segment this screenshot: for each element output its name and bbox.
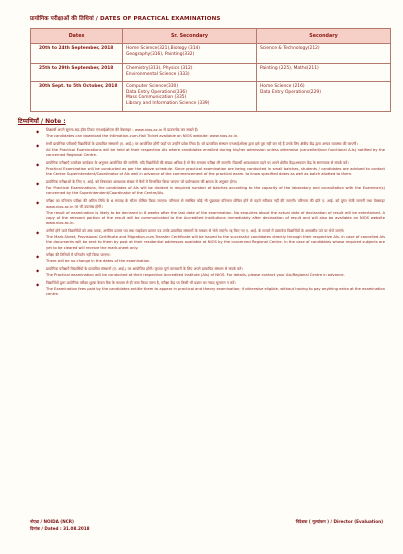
- note-english: The Examination fees paid by the candidates entitle them to appear in practical and theory examination; if otherwise eligible, without having to pay anything extra at the examination centre.: [46, 287, 385, 297]
- notes-heading: टिप्पणियाँ / Note :: [18, 118, 66, 125]
- row-dates: 30th Sept. to 5th October, 2018: [31, 82, 123, 112]
- note-hindi: प्रायोगिक परीक्षाओं के लिए ए. आई. को विषयवार आवश्यक संख्या में बैचों में विभाजित किया जाएगा जो प्रयोगशाला की क्षमता के अनुसार होगा।: [46, 180, 238, 185]
- subject-line: Data Entry Operations(336): [126, 89, 187, 95]
- row-sr-secondary: [123, 82, 257, 112]
- subject-line: Home Science(321),Biology (314): [126, 46, 200, 51]
- note-english: Practical Examination will be conducted as per the above schedule. Since practical examination are being conducted in small batches, students / candidates are advised to contact the Centre Superintendent/Coordinator of AIs well in advance of the commencement of the practical exam. to know specified dates as well as batch allotted to them.: [46, 167, 385, 177]
- bullet-icon: ◆: [36, 268, 40, 274]
- subject-line: Library and Information Science (339): [126, 100, 210, 106]
- notes-list: [18, 128, 385, 298]
- footer: [30, 519, 383, 532]
- subject-line: Data Entry Operations(229): [260, 89, 321, 95]
- table-row: [31, 44, 391, 64]
- note-hindi: विद्यार्थियों द्वारा प्रायोगिक परीक्षा शुल्क केवल बैंक के माध्यम से ही जमा किया जाना है, परीक्षा केंद्र पर किसी भी प्रकार का नकद भुगतान न करें।: [46, 281, 236, 286]
- bullet-icon: ◆: [36, 254, 40, 260]
- header-dates: Dates: [31, 29, 123, 44]
- subject-line: Science & Technology(212): [260, 46, 320, 51]
- note-english: The Practical examination will be conducted at their respective Accredited Institute (AIs) of NIOS. For details, please contact your AIs/Regional Centre in advance.: [46, 273, 345, 278]
- subject-line: Home Science (216): [260, 84, 305, 89]
- list-item: [18, 199, 385, 226]
- note-hindi: परीक्षा की तिथियों में परिवर्तन नहीं किया जाएगा।: [46, 253, 111, 258]
- header-sr-secondary: Sr. Secondary: [123, 29, 257, 44]
- header-secondary: Secondary: [257, 29, 391, 44]
- bullet-icon: ◆: [36, 181, 40, 187]
- list-item: [18, 128, 385, 139]
- footer-place: नोएडा / NOIDA (NCR): [30, 519, 74, 524]
- list-item: [18, 161, 385, 178]
- note-hindi: प्रायोगिक परीक्षाएँ विद्यार्थियों के प्रत्यायित संस्थानों (ए. आई.) पर आयोजित होंगी। कृपया पूर्ण जानकारी के लिए अपने प्रत्यायित संस्थान से संपर्क करें।: [46, 267, 243, 272]
- list-item: [18, 281, 385, 298]
- note-english: The result of examination is likely to be declared in 6 weeks after the last date of the examination. No enquiries about the actual date of declaration of result will be entertained. A copy of the relevant portion of the result will be communicated to the Accredited Institutions immediately after declaration of result and will also be available on NIOS website www.nios.ac.in.: [46, 210, 385, 226]
- subject-line: Mass Communication (335): [126, 95, 187, 100]
- table-row: [31, 64, 391, 82]
- note-english: The Mark-Sheet, Provisional Certificate and Migration-cum-Transfer Certificate will be issued to the successful candidates directly through their respective AIs. In case of cancelled AIs the documents will be sent to them by post at their residential addresses available at NIOS by the concerned Regional Centre. In the case of candidates whose required subjects are yet to be cleared will receive the mark-sheet only.: [46, 235, 385, 250]
- subject-line: Environmental Science (333): [126, 71, 190, 77]
- note-english: The candidates can download the Intimation-cum-Hall Ticket available on NIOS website: www.nios.ac.in.: [46, 134, 239, 139]
- subject-line: Computer Science(330): [126, 84, 179, 89]
- row-dates: 25th to 29th September, 2018: [31, 64, 123, 82]
- row-secondary: [257, 64, 391, 82]
- bullet-icon: ◆: [36, 282, 40, 288]
- schedule-table: [30, 28, 391, 112]
- row-secondary: [257, 82, 391, 112]
- footer-signatory: निदेशक ( मूल्यांकन ) / Director (Evaluation): [295, 519, 383, 524]
- table-row: [31, 82, 391, 112]
- bullet-icon: ◆: [36, 142, 40, 148]
- note-hindi: शिक्षार्थी अपने सूचना-सह-हॉल टिकट एनआईओएस की वेबसाइट : www.nios.ac.in से डाउनलोड कर सकते हैं।: [46, 128, 199, 132]
- note-hindi: सभी प्रायोगिक परीक्षाएँ विद्यार्थियों के प्रत्यायित संस्थानों (ए. आई.) पर आयोजित होंगी जहाँ पर उन्होंने प्रवेश लिया है। जो प्रत्यायित संस्थान एनआईओएस द्वारा इसे पूरा नहीं कर रहे हैं उनके लिए क्षेत्रीय केंद्र द्वारा अन्यत्र व्यवस्था की जाएगी।: [46, 141, 358, 146]
- note-hindi: प्रायोगिक परीक्षाएँ उपरोक्त कार्यक्रम के अनुसार आयोजित की जाएँगी। यदि विद्यार्थियों की संख्या अधिक है तो बैच बनाकर परीक्षा ली जाएगी। विद्यार्थी आवश्यकता पड़ने पर अपने क्षेत्रीय केंद्र/अध्ययन केंद्र के समन्वयक से संपर्क करें।: [46, 161, 349, 166]
- footer-date: दिनांक / Dated : 31.08.2018: [30, 525, 90, 531]
- list-item: [18, 253, 385, 264]
- list-item: [18, 267, 385, 278]
- subject-line: Painting (225), Maths(211): [260, 66, 319, 71]
- note-hindi: उत्तीर्ण होने वाले विद्यार्थियों को अंक पत्रक, अनंतिम प्रमाण पत्र तथा माइग्रेशन प्रमाण पत्र उनके प्रत्यायित संस्थानों के माध्यम से भेजे जाएंगे। रद्द किए गए ए. आई. के मामले में दस्तावेज विद्यार्थियों के आवासीय पते पर भेजे जाएंगे।: [46, 228, 345, 233]
- note-english: For Practical Examinations, the candidates of AIs will be divided in required number of batches according to the capacity of the laboratory and consultation with the Examiner(s) concerned by the Superintendent/Coordinator of the Centre/AIs.: [46, 186, 385, 196]
- list-item: [18, 229, 385, 251]
- subject-line: Geography(316), Painting(332): [126, 51, 195, 57]
- page-title: प्रायोगिक परीक्षाओं की तिथियां / DATES OF PRACTICAL EXAMINATIONS: [30, 16, 221, 22]
- bullet-icon: ◆: [36, 129, 40, 134]
- note-hindi: परीक्षा का परिणाम परीक्षा की अंतिम तिथि के 6 सप्ताह के भीतर घोषित किया जाएगा। परिणाम से संबंधित कोई भी पूछताछ परिणाम घोषित होने से पहले स्वीकार नहीं की जाएगी। परिणाम की प्रति ए. आई. को तुरंत भेजी जाएगी तथा वेबसाइट www.nios.ac.in पर भी उपलब्ध होगी।: [46, 199, 385, 209]
- note-english: All the Practical Examinations will be held at their respective AIs where candidates enrolled during his/her admission unless otherwise (cancelled/non functional A.Is) notified by the concerned Regional Centre.: [46, 147, 385, 158]
- subject-line: Chemistry(313), Physics (312): [126, 66, 193, 71]
- bullet-icon: ◆: [36, 229, 40, 235]
- row-dates: 20th to 24th September, 2018: [31, 44, 123, 64]
- list-item: [18, 142, 385, 159]
- row-sr-secondary: [123, 44, 257, 64]
- bullet-icon: ◆: [36, 200, 40, 206]
- list-item: [18, 180, 385, 197]
- bullet-icon: ◆: [36, 162, 40, 168]
- table-header-row: [31, 29, 391, 44]
- row-sr-secondary: [123, 64, 257, 82]
- note-english: There will be no change in the dates of the examination.: [46, 259, 151, 264]
- row-secondary: [257, 44, 391, 64]
